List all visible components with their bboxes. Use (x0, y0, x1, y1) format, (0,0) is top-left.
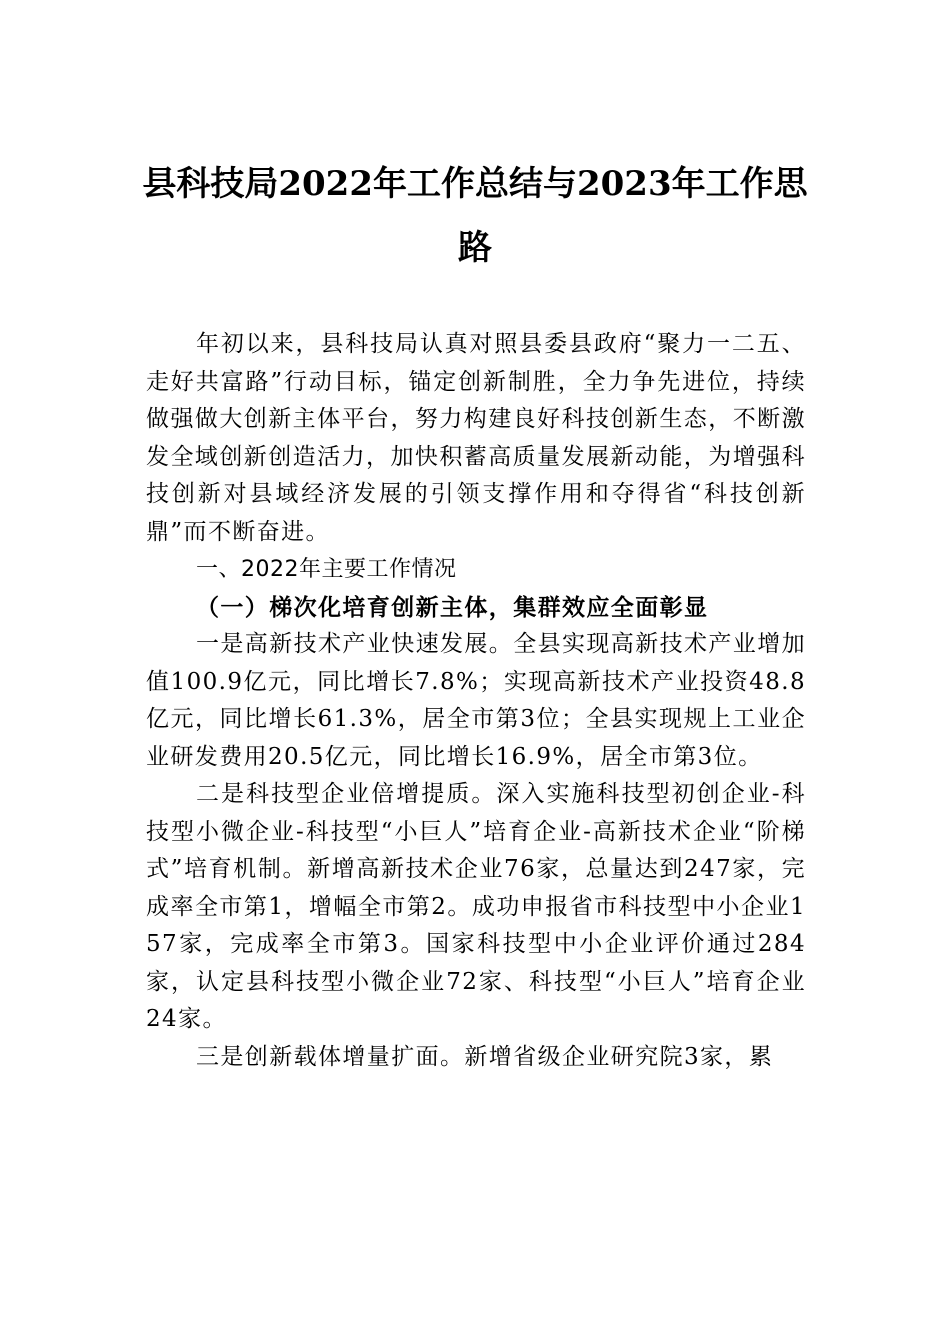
subsection-heading-1: （一）梯次化培育创新主体，集群效应全面彰显 (196, 593, 709, 621)
title-line-1: 县科技局2022年工作总结与2023年工作思 (142, 164, 808, 204)
paragraph-high-tech-industry: 一是高新技术产业快速发展。全县实现高新技术产业增加值100.9亿元，同比增长7.8%；实现高新技术产业投资48.8亿元，同比增长61.3%，居全市第3位；全县实现规上工业企业研发费用20.5亿元，同比增长16.9%，居全市第3位。 (146, 631, 806, 770)
paragraph-tech-enterprises: 二是科技型企业倍增提质。深入实施科技型初创企业-科技型小微企业-科技型“小巨人”培育企业-高新技术企业“阶梯式”培育机制。新增高新技术企业76家，总量达到247家，完成率全市第1，增幅全市第2。成功申报省市科技型中小企业157家，完成率全市第3。国家科技型中小企业评价通过284家，认定县科技型小微企业72家、科技型“小巨人”培育企业24家。 (146, 781, 806, 1032)
section-heading-1: 一、2022年主要工作情况 (196, 557, 457, 582)
title-line-2: 路 (458, 228, 492, 268)
document-body (146, 326, 806, 1076)
paragraph-innovation-carriers: 三是创新载体增量扩面。新增省级企业研究院3家，累 (196, 1043, 774, 1070)
intro-paragraph: 年初以来，县科技局认真对照县委县政府“聚力一二五、走好共富路”行动目标，锚定创新制胜，全力争先进位，持续做强做大创新主体平台，努力构建良好科技创新生态，不断激发全域创新创造活力，加快积蓄高质量发展新动能，为增强科技创新对县域经济发展的引领支撑作用和夺得省“科技创新鼎”而不断奋进。 (146, 331, 806, 545)
document-title (140, 152, 810, 280)
